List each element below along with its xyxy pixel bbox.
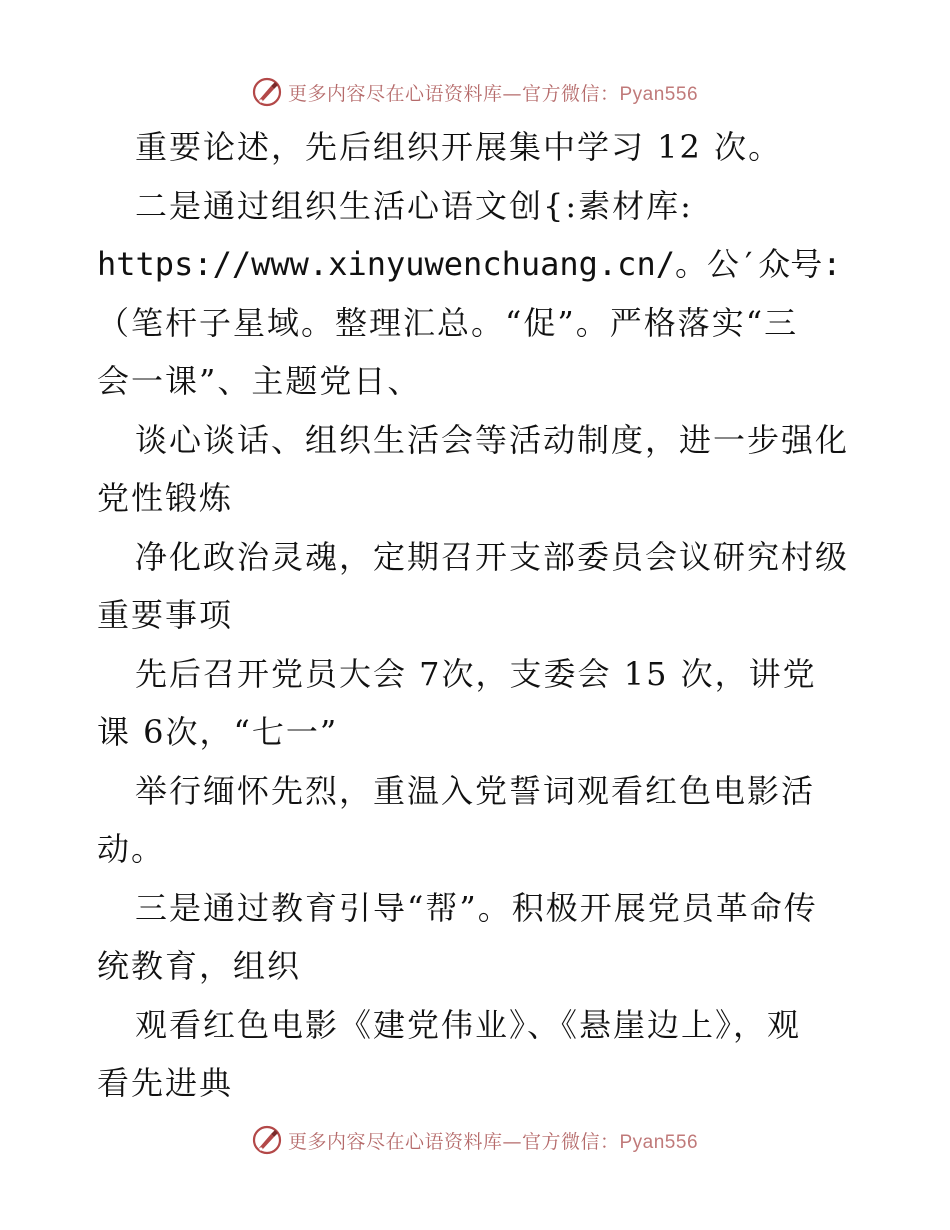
text-line: https://www.xinyuwenchuang.cn/。公′众号: [97,245,842,283]
text-line: 重要事项 [97,596,234,634]
watermark-text: 更多内容尽在心语资料库—官方微信： [287,82,620,105]
text-line: 举行缅怀先烈，重温入党誓词观看红色电影活 [135,771,816,810]
text-line: 观看红色电影《建党伟业》、《悬崖边上》，观 [135,1005,802,1044]
footer-watermark [0,1120,950,1160]
header-watermark [0,72,950,112]
text-line: 动。 [97,830,166,868]
watermark-id: Pyan556 [619,1131,699,1153]
text-line: （笔杆子星域。整理汇总。“促”。严格落实“三 [97,303,799,342]
document-body [97,118,867,1113]
pen-logo-icon [252,77,282,107]
text-line: 统教育，组织 [97,947,302,985]
text-line: 先后召开党员大会 7次，支委会 15 次，讲党 [135,654,817,693]
text-line: 谈心谈话、组织生活会等活动制度，进一步强化 [135,420,850,459]
text-line: 三是通过教育引导“帮”。积极开展党员革命传 [135,888,818,927]
text-line: 课 6次，“七一” [97,713,339,751]
watermark-id: Pyan556 [619,83,699,105]
pen-logo-icon [252,1125,282,1155]
watermark-text: 更多内容尽在心语资料库—官方微信： [287,1130,620,1153]
text-line: 二是通过组织生活心语文创{:素材库: [135,186,693,225]
text-line: 看先进典 [97,1064,234,1102]
text-line: 党性锻炼 [97,479,234,517]
text-line: 净化政治灵魂，定期召开支部委员会议研究村级 [135,537,850,576]
text-line: 重要论述，先后组织开展集中学习 12 次。 [135,128,783,166]
text-line: 会一课”、主题党日、 [97,362,422,400]
